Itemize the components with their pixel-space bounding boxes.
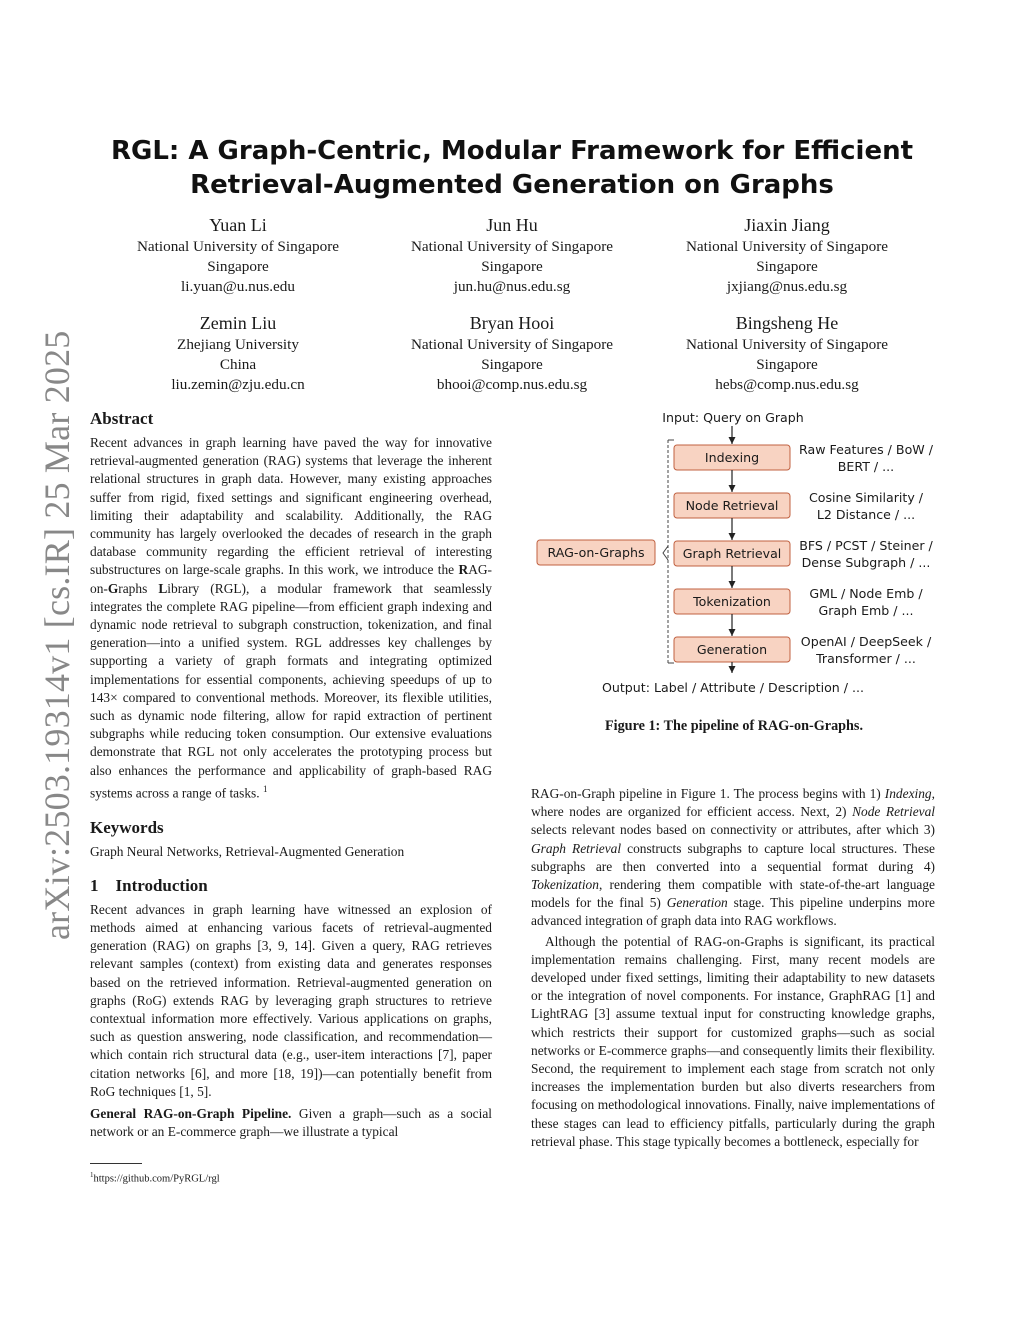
author-email: li.yuan@u.nus.edu xyxy=(181,278,295,295)
left-column xyxy=(90,408,492,1141)
author-email: hebs@comp.nus.edu.sg xyxy=(715,376,859,393)
keywords-heading: Keywords xyxy=(90,817,164,837)
author-affiliation: National University of Singapore xyxy=(410,336,614,353)
bracket-brace xyxy=(663,546,668,560)
stage-note: OpenAI / DeepSeek / xyxy=(800,634,932,649)
stage-label: Generation xyxy=(696,642,768,657)
title-line-2: Retrieval-Augmented Generation on Graphs xyxy=(190,170,834,200)
stage-note: BERT / ... xyxy=(837,459,895,474)
rag-on-graphs-label: RAG-on-Graphs xyxy=(547,545,645,560)
author-3 xyxy=(652,214,922,297)
author-country: Singapore xyxy=(756,258,818,275)
stage-label: Indexing xyxy=(704,450,760,465)
stage-note: L2 Distance / ... xyxy=(816,507,916,522)
author-name: Bingsheng He xyxy=(735,313,839,333)
paper-title xyxy=(0,134,1024,202)
introduction-heading: 1 Introduction xyxy=(90,875,208,895)
stage-label: Tokenization xyxy=(693,594,771,609)
right-paragraph-2: Although the potential of RAG-on-Graphs is significant, its practical implementation remains challenging. First, many recent models are developed under fixed settings, limiting their adaptability to new datasets or the integration of novel components. For instance, GraphRAG [1] and LightRAG [3] assume textual input for constructing knowledge graphs, which restricts their support for customized graphs—such as social networks or E-commerce graphs—and consequently limits their flexibility. Second, the requirement to implement each stage from scratch not only increases the implementation burden but also diverts researchers from focusing on methodological innovations. Finally, naive implementations of these stages can lead to efficiency pitfalls, particularly during the graph retrieval phase. This stage typically becomes a bottleneck, especially for xyxy=(531,933,935,1149)
keywords-text: Graph Neural Networks, Retrieval-Augmented Generation xyxy=(90,843,405,859)
author-5 xyxy=(377,312,647,395)
author-email: jun.hu@nus.edu.sg xyxy=(453,278,571,295)
footnote-link[interactable]: https://github.com/PyRGL/rgl xyxy=(93,1173,220,1185)
figure-caption: Figure 1: The pipeline of RAG-on-Graphs. xyxy=(604,718,864,734)
author-name: Jiaxin Jiang xyxy=(744,215,830,235)
author-email: jxjiang@nus.edu.sg xyxy=(726,278,848,295)
stage-note: Cosine Similarity / xyxy=(808,490,924,505)
author-country: Singapore xyxy=(481,356,543,373)
abstract-text: Recent advances in graph learning have paved the way for innovative retrieval-augmented generation (RAG) systems that leverage the inherent relational structures in graph data. However, many existing approaches suffer from rigid, fixed settings and significant engineering overhead, limiting their adaptability and scalability. Additionally, the RAG community has largely overlooked the decades of research in the graph database community regarding the efficient retrieval of interesting substructures on large-scale graphs. In this work, we introduce the RAG-on-Graphs Library (RGL), a modular framework that seamlessly integrates the complete RAG pipeline—from efficient graph indexing and dynamic node retrieval to subgraph construction, tokenization, and final generation—into a unified system. RGL addresses key challenges by supporting a variety of graph formats and integrating optimized implementations for essential components, achieving speedups of up to 143× compared to conventional methods. Moreover, its flexible utilities, such as dynamic node filtering, allow for rapid extraction of pertinent subgraphs while reducing token consumption. Our extensive evaluations demonstrate that RGL not only accelerates the prototyping process but also enhances the performance and applicability of graph-based RAG systems across a range of tasks. $^1$ xyxy=(90,435,492,801)
pipeline-heading: General RAG-on-Graph Pipeline. xyxy=(90,1105,292,1121)
bracket-ends xyxy=(668,440,674,663)
pipeline-diagram xyxy=(530,405,950,705)
pipeline-stages xyxy=(674,426,934,673)
title-line-1: RGL: A Graph-Centric, Modular Framework for Efficient xyxy=(110,136,914,166)
author-6 xyxy=(652,312,922,395)
right-column xyxy=(531,785,935,1151)
right-paragraph-1: RAG-on-Graph pipeline in Figure 1. The process begins with 1) Indexing, where nodes are organized for efficient access. Next, 2) Node Retrieval selects relevant nodes based on connectivity or attributes, after which 3) Graph Retrieval constructs subgraphs to capture local structures. These subgraphs are then converted into a sequential format during 4) Tokenization, rendering them compatible with state-of-the-art language models for the final 5) Generation stage. This pipeline underpins more advanced integration of graph data into RAG workflows. xyxy=(531,786,935,929)
author-name: Jun Hu xyxy=(486,215,538,235)
arxiv-identifier: arXiv:2503.19314v1 [cs.IR] 25 Mar 2025 xyxy=(37,330,77,940)
author-name: Yuan Li xyxy=(209,215,267,235)
author-country: China xyxy=(219,356,257,373)
intro-paragraph-1: Recent advances in graph learning have witnessed an explosion of methods aimed at enhancing various facets of retrieval-augmented generation (RAG) on graphs [3, 9, 14]. Given a query, RAG retrieves relevant samples (context) from existing data and generates responses based on the retrieved information. Retrieval-augmented generation on graphs (RoG) extends RAG by leveraging graph structures to retrieve contextual information more effectively. Various applications on graphs, such as question answering, node classification, and recommendation—which contain rich structural data (e.g., user-item interactions [7], paper citation networks [6], and more [18, 19])—can potentially benefit from RoG techniques [1, 5]. xyxy=(90,901,492,1099)
author-4 xyxy=(103,312,373,395)
author-affiliation: National University of Singapore xyxy=(136,238,340,255)
stage-note: Dense Subgraph / ... xyxy=(801,555,931,570)
stage-note: GML / Node Emb / xyxy=(809,586,923,601)
author-name: Zemin Liu xyxy=(199,313,277,333)
author-affiliation: National University of Singapore xyxy=(410,238,614,255)
stage-note: Transformer / ... xyxy=(816,651,916,666)
author-2 xyxy=(377,214,647,297)
author-affiliation: National University of Singapore xyxy=(685,336,889,353)
footnote-rule xyxy=(90,1163,142,1164)
author-name: Bryan Hooi xyxy=(469,313,555,333)
intro-paragraph-2: General RAG-on-Graph Pipeline. Given a graph—such as a social network or an E-commerce graph—we illustrate a typical xyxy=(90,1105,492,1140)
author-affiliation: Zhejiang University xyxy=(177,336,299,353)
stage-note: Raw Features / BoW / xyxy=(799,442,933,457)
abstract-heading: Abstract xyxy=(90,409,154,428)
output-label: Output: Label / Attribute / Description / ... xyxy=(601,680,865,695)
stage-note: BFS / PCST / Steiner / xyxy=(799,538,933,553)
footnote: $^1$https://github.com/PyRGL/rgl xyxy=(90,1171,220,1185)
stage-label: Graph Retrieval xyxy=(682,546,782,561)
stage-label: Node Retrieval xyxy=(685,498,779,513)
author-email: bhooi@comp.nus.edu.sg xyxy=(436,376,588,393)
author-country: Singapore xyxy=(207,258,269,275)
author-1 xyxy=(103,214,373,297)
author-email: liu.zemin@zju.edu.cn xyxy=(171,376,305,393)
author-country: Singapore xyxy=(756,356,818,373)
footnote-marker: 1 xyxy=(262,783,268,794)
author-affiliation: National University of Singapore xyxy=(685,238,889,255)
input-label: Input: Query on Graph xyxy=(662,410,804,425)
author-country: Singapore xyxy=(481,258,543,275)
stage-note: Graph Emb / ... xyxy=(818,603,914,618)
